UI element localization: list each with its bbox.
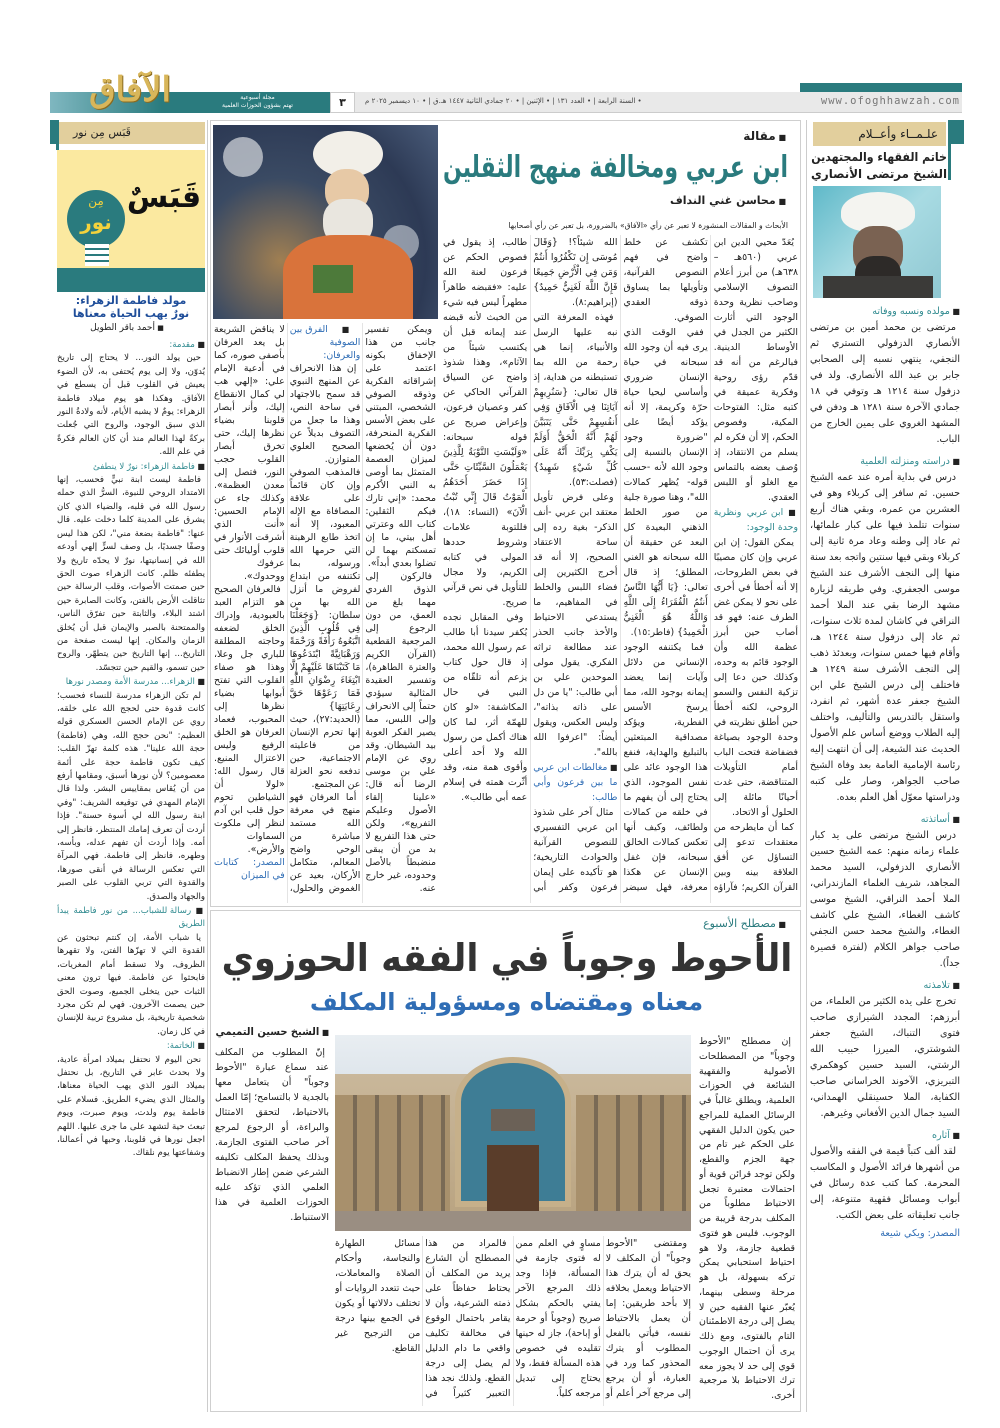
paragraph: إن هذا الانحراف عن المنهج النبوي قد سمح بالاجتهاد في ساحة النص، وهذا ما جعل من التصوف بديلاً عن الصحيح العلوي المتوازن. فالمذهب الصوفي وإن كان قائماً على علاقة المصافاة مع الإله المعبود، إلا أنه اتخذ طابع الرهبنة التي حرمها الله ورسوله، بما تكتنفه من ابتداع لفروض ما أنزل الله بها من سلطان: {وَجَعَلْنَا فِي قُلُوبِ الَّذِينَ اتَّبَعُوهُ رَأْفَةً وَرَحْمَةً وَرَهْبَانِيَّةً ابْتَدَعُوهَا مَا كَتَبْنَاهَا عَلَيْهِمْ إِلَّا ابْتِغَاءَ رِضْوَانِ اللَّهِ فَمَا رَعَوْهَا حَقَّ رِعَايَتِهَا} (الحديد:٢٧)، حيث إنها تحرم الإنسان من فاعليته الاجتماعية، حين تدفعه نحو العزلة عن المجتمع. (289, 363, 361, 790)
tagline-2: تهتم بشؤون الحوزات العلمية (222, 102, 293, 109)
right-column (806, 120, 964, 1412)
title-line-2: نورٌ يهب الحياة معناها (72, 307, 190, 320)
subheading: ■ مغالطات ابن عربي ما بين فرعون وأبي طالب: (533, 760, 617, 805)
article-1-body-main (443, 235, 798, 903)
profile-section-text: مرتضى بن محمد أمين بن مرتضى الأنصاري الدزفولي التستري ثم النجفي، ينتهي نسبه إلى الصحابي جابر بن عبد الله الأنصاري. ولد في دزفول سنة ١٢١٤ هـ وتوفي في ١٨ جمادي الآخرة سنة ١٢٨١ هـ ودفن في المشهد الغروي على يمين الخارج من الباب. (810, 322, 960, 445)
article-1-body-secondary (214, 323, 436, 903)
subheading: ■ رسالة للشباب... من نور فاطمة يبدأ الطريق (57, 904, 205, 932)
paragraph: يُعَدّ محيي الدين ابن عربي (٥٦٠هـ – ٦٣٨هـ) من أبرز أعلام التصوف الإسلامي وصاحب نظرية وحدة الوجود التي أثارت الكثير من الجدل في الأوساط الدينية. فبالرغم من أنه قد قدّم رؤى روحية وفكرية عميقة في كتبه مثل: الفتوحات المكية، وفصوص الحكم، إلا أن فكره لم يسلم من الانتقاد، إذ وُصف بعضه بالتماس مع الغلو أو اللبس العقدي. (713, 237, 798, 503)
profile-section-heading: ■ تلامذته (810, 978, 960, 994)
article-2-col-left (215, 1045, 329, 1405)
seminary-photo (335, 1035, 691, 1231)
profile-body (810, 304, 960, 1404)
paragraph: يا شباب الأمة، إن كنتم تبحثون عن القدوة التي لا تهزّها الفتن، ولا تقهرها الظروف، ولا تسقط أمام المغريات، فابحثوا عن فاطمة. فيها ترون معنى الثبات حين يتخلى الجميع، وصوت الحق حين يصمت الآخرون. فهي لم تكن مجرد شخصية تاريخية، بل مشروع تربية للإنسان في كل زمان. (57, 932, 205, 1037)
tagline-1: مجلة أسبوعية (240, 94, 275, 101)
profile-source: المصدر: ويكي شيعة (880, 1228, 960, 1239)
article-1-author (670, 194, 786, 209)
square-bullet-icon: ■ (775, 133, 786, 142)
bulb-base (85, 244, 109, 266)
article-2-col-right (699, 1035, 795, 1403)
paragraph: وعلى فرض تأويل معتقد ابن عربي -أنف الذكر- بغية رده إلى ساحة الاعتقاد الصحيح، إلا أنه قد أخرج الكثيرين إلى فضاء اللبس والخلط في المفاهيم، ما يستدعي الاحتياط والأخذ جانب الحذر عند مطالعة تراثه الفكري. يقول مولى الموحدين علي بن أبي طالب: "يا من دل على ذاته بذاته"، وليس العكس، ويقول أيضاً: "اعرفوا الله بالله". (533, 492, 618, 758)
profile-section (810, 304, 960, 448)
article-1-kicker (743, 129, 786, 145)
paragraph: إن مصطلح "الأحوط وجوباً" من المصطلحات الأصولية والفقهية الشائعة في الحوزات العلمية، ويطلق غالباً في الرسائل العملية للمراجع حين يكون الدليل الفقهي على الحكم غير تام من جهة الجزم والقطع، ولكن توجد قرائن قوية أو احتمالات معتبرة تجعل الاحتياط مطلوباً من المكلف بدرجة قريبة من الوجوب. فليس هو فتوى قطعية جازمة، ولا هو احتياط استحبابي يمكن تركه بسهولة، بل هو مرحلة وسطى بينهما، يُعبّر عنها الفقيه حين لا يصل إلى درجة الاطمئنان التام بالفتوى، ومع ذلك يرى أن احتمال الوجوب قوي إلى حد لا يجوز معه ترك الاحتياط بلا مرجعية أخرى. (699, 1036, 795, 1401)
profile-section-text: تخرج على يده الكثير من العلماء، من أبرزهم: المجدد الشيرازي صاحب فتوى التنباك، الشيخ جعفر الشوشتري، الميرزا حبيب الله الرشتي، السيد حسين كوهكمري التبريزي، الآخوند الخراساني صاحب الكفاية، الملا حسينقلي الهمداني، السيد جمال الدين الأفغاني وغيرهم. (810, 996, 960, 1119)
square-bullet-icon: ■ (775, 197, 786, 206)
paragraph: فالمراد من هذا المصطلح أن الشارع يريد من المكلف أن يحتاط حفاظاً على ذمته الشرعية، وأن لا يقامر باحتمال الوقوع في مخالفة تكليف واقعي ما دام الدليل لم يصل إلى درجة القطع. ولذلك نجد هذا التعبير كثيراً في مسائل الطهارة والنجاسة، وأحكام الصلاة والمعاملات، حيث تتعدد الروايات أو تختلف دلالاتها أو يكون في الجمع بينها درجة من الترجيح غير القاطع. (335, 1238, 511, 1399)
left-article-title (57, 294, 205, 320)
courtyard-ground (335, 1211, 691, 1231)
disclaimer: الأبحاث و المقالات المنشورة لا تعبر عن رأي «الآفاق» بالضرورة، بل تعبر عن رأي أصحابها (508, 221, 788, 230)
page-number: ٣ (330, 92, 355, 113)
left-article-body (57, 338, 205, 1408)
profile-section (810, 812, 960, 972)
profile-section-text: درس في بداية أمره عند عمه الشيخ حسين. ثم سافر إلى كربلاء وهو في العشرين من عمره، وبقي هناك أربع سنوات تتلمذ فيها على كبار علمائها، ثم عاد إلى وطنه وعاد مرة ثانية إلى كربلاء وبقي فيها سنتين واتجه بعد سنة منها إلى النجف الأشرف عند الشيخ موسى الجعفري. وفي طريقه لزيارة مشهد الرضا بقي عند الملا أحمد النراقي في كاشان لمدة ثلاث سنوات، ثم عاد إلى دزفول سنة ١٢٤٤ هـ، وأقام فيها خمس سنوات، وبعدئذ ذهب إلى النجف الأشرف سنة ١٢٤٩ هـ فاختلف إلى درس الشيخ علي ابن الشيخ جعفر عدة أشهر، ثم انفرد، واستقل بالتدريس والتأليف، واختلف إليه الطلاب ووضع أساس علم الأصول الحديث عند الشيعة، إلى أن انتهت إليه رئاسة الإمامية العامة بعد وفاة الشيخ صاحب الجواهر، وصار على كتبه ودراستها معوّل أهل العلم بعده. (810, 472, 960, 803)
portrait-photo (813, 186, 941, 298)
issue-meta: • السنة الرابعة | • العدد ١٣١ | • الإثنين | • ٢٠ جمادي الثانية ١٤٤٧ هـ.ق | • ١٠ ديسمبر ٢٠٢٥ م (365, 97, 642, 105)
paragraph: فهذه المعرفة التي نبه عليها الرسل والأنبياء، إنما هي رحمة من الله بما تستبطنه من هداية، إذ قال تعالى: {سَنُرِيهِمْ آيَاتِنَا فِي الْآفَاقِ وَفِي أَنفُسِهِمْ حَتَّى يَتَبَيَّنَ لَهُمْ أَنَّهُ الْحَقُّ أَوَلَمْ يَكْفِ بِرَبِّكَ أَنَّهُ عَلَى كُلِّ شَيْءٍ شَهِيدٌ} (فصلت:٥٣). (533, 312, 618, 488)
portraits-banner (491, 1109, 535, 1131)
paragraph: لم تكن الزهراء مدرسة للنساء فحسب؛ كانت قدوة حتى لحجج الله على خلقه، روي عن الإمام الحسن العسكري قوله العظيم: "نحن حجج الله، وهي (فاطمة) حجة الله علينا". هذه كلمة تهزّ القلب: كيف تكون فاطمة حجة على أئمة معصومين؟ لأن نورها أسبق، ومقامها أرفع من أن يُقاس بمقاييس البشر. ولذا قال الإمام المهدي في توقيعه الشريف: "وفي ابنة رسول الله لي أسوة حسنة". فإذا أردت أن تعرف إمامك المنتظر، فانظر إلى أمه. وإذا أردت أن تفهم عدله، وبأسه، وطهره، فانظر إلى فاطمة. فهي المرآة التي تعكس الرسالة في أنقى صورها، والقدوة التي تربي القلوب على الصبر والجهاد والصدق. (57, 690, 205, 902)
paragraph: أما العرفان فهو منهج في معرفة الله مستمد مباشرة من الوحي واضح المعالم، متكامل الأركان، بعيد عن الغموض والحلول، لا يناقض الشريعة بل يعد العرفان بأصفى صوره، كما في أدعية الإمام علي: «إلهي هب لي كمال الانقطاع إليك، وأنر أبصار قلوبنا بضياء نظرها إليك، حتى تخرق أبصار القلوب حجب النور، فتصل إلى معدن العظمة». وكذلك جاء عن الإمام الحسين: «أنت الذي أشرقت الأنوار في قلوب أوليائك حتى عرفوك ووحدوك». (214, 324, 361, 894)
article-2-under-photo (335, 1236, 691, 1406)
author-name: محاسن غني النداف (669, 194, 776, 207)
paragraph: إنّ المطلوب من المكلف عند سماع عبارة "الأحوط وجوباً" أن يتعامل معها بالجدية لا بالتسامح؛ إمّا العمل بالاحتياط، لتحقق الامتثال والبراءة، أو الرجوع لمرجع آخر صاحب الفتوى الجازمة. وبذلك يحفظ المكلف تكليفه الشرعي ضمن إطار الانضباط العلمي الذي تؤكد عليه الحوزات العلمية في هذا الاستنباط. (215, 1047, 329, 1223)
subheading: ■ الزهراء... مدرسة الأمة ومصدر نورها (57, 675, 205, 689)
title-line-1: مولد فاطمة الزهراء: (75, 294, 187, 307)
square-bullet-icon: ■ (154, 324, 164, 332)
kicker-text: مقالة (743, 129, 776, 143)
left-article-author (57, 322, 197, 334)
section-tab-line (948, 120, 951, 180)
paragraph: فاطمة ليست ابنة نبيٍّ فحسب، إنها الامتداد الروحي للنبوة، السرُّ الذي حمله رسول الله في قلبه، والضياء الذي كان يشرق على المدينة كلما دخلت عليه. قال عنها: "فاطمة بضعة مني"، لكن هذا ليس وصفًا جسديًا، بل وصف لسرٍّ إلهي أودعه الله في إنسانيتها، نورٌ لا يحدّه تاريخ ولا يطفئه ظلم. كانت الزهراء صوت الحق حين صمتت الأصوات، وقلب الرسالة حين تثاقلت الأرض بالفتن، وكانت الصابرة حين اشتد البلاء، والثابتة حين تفرّق الناس، والممتحنة بالصبر والإيمان قبل أن يُخلق الزمان والمكان. إنها ليست صفحة من التاريخ... إنها التاريخ حين يتطهّر، والروح حين تسمو، والقيم حين تتجسّد. (57, 475, 205, 673)
subheading: ■ فاطمة الزهراء: نورٌ لا ينطفئ (57, 460, 205, 474)
paragraph: يمكن القول: إن ابن عربي وإن كان مصيبًا في بعض الطروحات، إلا أنه أخطأ في أخرى على نحو لا يمكن غض الطرف عنه: فهو قد أصاب حين أبرز عظمة الله وأن الوجود قائم به وحده، وكذلك حين دعا إلى تزكية النفس والسمو الروحي، لكنه أخطأ حين أطلق نظريته في وحدة الوجود بصياغة فضفاضة فتحت الباب أمام التأويلات المتناقضة، حتى غدت أحيانًا مائلة إلى الحلول أو الاتحاد. (713, 537, 798, 818)
article-1 (210, 120, 801, 907)
logo-min: مِن (88, 194, 104, 208)
robe-shape (823, 276, 933, 298)
article-2 (210, 910, 801, 1412)
article-1-title: ابن عربي ومخالفة منهج الثقلين (442, 150, 788, 185)
profile-section-heading: ■ دراسته ومنزلته العلمية (810, 454, 960, 470)
profile-title-line-1: خاتم الفقهاء والمجتهدين (811, 150, 947, 164)
subheading: ■ الخاتمة: (57, 1039, 205, 1053)
article-1-source: المصدر: كتابات في الميزان (214, 857, 285, 881)
paragraph: فما يكتنفه الوجود الإنساني من دلائل وآيات إنما يعضد إيمانه بوجود الله، مما يرسخ الأسس الفطرية، ويؤكد مصداقية المبتعثين بالتبليغ والهداية، فنفع هذا الوجود عائد على نفس الموجود، الذي يحتاج إلى أن يفهم ما في خلقه من كمالات ولطائف، وكيف أنها تعكس كمالات الخالق سبحانه، فإن غفل الإنسان عن هكذا معرفة، فهل سيضر الله شيئاً؟! {وَقَالَ مُوسَى إِن تَكْفُرُوا أَنتُمْ وَمَن فِي الْأَرْضِ جَمِيعًا فَإِنَّ اللَّهَ لَغَنِيٌّ حَمِيدٌ} (إبراهيم:٨). (533, 237, 708, 893)
wall-right (576, 1095, 691, 1215)
section-tab-marker (949, 120, 964, 144)
iwan-door (487, 1145, 539, 1211)
paragraph: فالعرفان الصحيح هو التزام العبد بالعبودية، وإدراك الخلق لضعفه وحاجته المطلقة للباري جل وعلا، وهذا هو صفاء القلوب التي تفتح أبوابها بضياء نظرها إلى المحبوب، فعماد العرفان هو الخلق الرفيع وليس الاعتزال المنيع. قال رسول الله: «لولا أن الشياطين تحوم حول قلب ابن آدم لنظر إلى ملكوت السماوات والأرض». (214, 584, 285, 855)
article-1-painting (213, 125, 438, 319)
article-2-kicker (703, 917, 786, 932)
paragraph: وفي المقابل نجده يُكفر سيدنا أبا طالب عم رسول الله محمد، إذ قال حول كتاب يزعم أنه تلقّاه من النبي في حال المكاشفة: «لو كان للهمّة أثر، لما كان هناك أكمل من رسول الله ولا أحد أعلى وأقوى همة منه، وقد أثّرت همته في إسلام عمه أبي طالب». (443, 612, 528, 803)
left-column (40, 120, 208, 1412)
paragraph: نحن اليوم لا نحتفل بميلاد امرأة عادية، ولا بحدث عابر في التاريخ، بل نحتفل بميلاد النور الذي يهب الحياة معناها، والمثال الذي يضيء الطريق. فسلام على فاطمة يوم ولدت، ويوم صبرت، ويوم تبعث حية لتشهد على ما جرى عليها. اللهم اجعل نورها في قلوبنا، وحبها في أعمالنا، وشفاعتها يوم نلقاك. (57, 1054, 205, 1159)
article-2-subtitle: معناه ومقتضاه ومسؤولية المكلف (309, 988, 704, 1016)
bottom-band (57, 268, 205, 292)
wall-left (335, 1095, 450, 1215)
logo-nur: نور (80, 210, 112, 234)
logo-tagline (190, 94, 325, 110)
paragraph: مثال آخر على شذوذ ابن عربي التفسيري للنصوص القرآنية والحوادث التاريخية؛ هو تأكيده على إيمان فرعون وكفر أبي طالب، إذ يقول في فصوص الحكم عن فرعون لعنة الله عليه: «فقبضه طاهراً مطهراً ليس فيه شيء من الخبث لأنه قبضه عند إيمانه قبل أن يكتسب شيئاً من الآثام»، وهذا شذوذ واضح عن السياق القرآني الحاكي عن كفر وعصيان فرعون، وإعراض صريح عن قوله سبحانه: «وَلَيْسَتِ التَّوْبَةُ لِلَّذِينَ يَعْمَلُونَ السَّيِّئَاتِ حَتَّى إِذَا حَضَرَ أَحَدَهُمُ الْمَوْتُ قَالَ إِنِّي تُبْتُ الْآنَ» (النساء: ١٨)، فللتوبة علامات وشروط حددها المولى في كتابه الكريم، ولا مجال للتأويل في نص قرآني صريح. (443, 237, 618, 893)
paragraph: ففي الوقت الذي يرى فيه أن وجود الله سبحانه في حياة الإنسان ضروري وأساسي ليحيا حياة حرّة وكريمة، إلا أنه يؤكد أيضًا على "ضرورة وجود الإنسان بالنسبة إلى وجود الله لأنه -حسب قوله- يُظهر كمالات الله"، وهنا صورة جلية من صور الخلط الذهني البعيدة كل البعد عن حقيقة أن الله سبحانه هو الغني المطلق؛ إذ قال تعالى: {يَا أَيُّهَا النَّاسُ أَنتُمُ الْفُقَرَاءُ إِلَى اللَّهِ وَاللَّهُ هُوَ الْغَنِيُّ الْحَمِيدُ} (فاطر:١٥). (623, 327, 708, 638)
profile-section-heading: ■ أساتذته (810, 812, 960, 828)
qabas-logo-image (57, 150, 205, 292)
profile-section (810, 1128, 960, 1224)
paragraph: حين يولد النور... لا يحتاج إلى تاريخ يُدوّن، ولا إلى يوم يُحتفى به، لأن الضوء يعيش في القلوب قبل أن يسطع في الآفاق. وهكذا هو يوم ميلاد فاطمة الزهراء: يومٌ لا يشبه الأيام، لأنه ولادةُ النور الذي سبق الوجود، والروح التي جُعلت بركةً لهذا العالم منذ أن كان العالم فكرةً في علم الله. (57, 353, 205, 458)
logo: الآفاق (89, 70, 171, 110)
author-name: الشيخ حسين التميمي (215, 1026, 320, 1038)
section-label: قَبَس مِن نور (59, 122, 205, 144)
square-bullet-icon: ■ (319, 1028, 329, 1037)
subheading: ■ الفرق بين الصوفية والعرفان: (290, 323, 361, 362)
section-label: علـمــاء وأعــلام (813, 122, 946, 146)
paragraph: ويمكن تفسير جانب من هذا الإخفاق بكونه اعتمد على إشراقاته الفكرية وذوقه الصوفي الشخصي، المبتني على بعض الأسس الفكرية المنحرفة، دون أن يُخضعها لميزان العصمة المتمثل بما أوصى به النبي الأكرم محمد: «إني تارك فيكم الثقلين: كتاب الله وعترتي أهل بيتي، ما إن تمسكتم بهما لن تضلوا بعدي أبداً». (365, 324, 436, 569)
profile-section-text: درس الشيخ مرتضى على يد كبار علماء زمانه منهم: عمه الشيخ حسين الأنصاري الدزفولي، السيد محمد المجاهد، شريف العلماء المازندراني، الملا أحمد النراقي، الشيخ موسى كاشف الغطاء، الشيخ علي كاشف الغطاء، والشيخ محمد حسن النجفي صاحب جواهر الكلام (لفترة قصيرة جداً). (810, 830, 960, 969)
kicker-text: مصطلح الأسبوع (703, 917, 776, 930)
profile-section-heading: ■ آثاره (810, 1128, 960, 1144)
square-bullet-icon: ■ (775, 920, 786, 929)
profile-section (810, 978, 960, 1122)
profile-section-text: لقد ألف كتباً قيمة في الفقه والأصول من أشهرها فرائد الأصول و المكاسب المحرمة. كما كتب عدة رسائل في أبواب ومسائل فقهية متنوعة، إلى جانب تعليقاته على بعض الكتب. (810, 1146, 960, 1221)
paragraph: ومقتضى "الأحوط وجوباً" أن المكلف لا يحق له أن يترك هذا الاحتياط ويعمل بخلافه إلا بأحد طريقين: إما أن يعمل بالاحتياط نفسه، فيأتي بالفعل المطلوب أو يترك المحذور كما ورد في العبارة، أو أن يرجع إلى مرجع آخر أعلم أو مساوٍ في العلم ممن له فتوى جازمة في المسألة، فإذا وجد ذلك المرجع الآخر يفتي بالحكم بشكل صريح (وجوباً أو حرمة أو إباحة)، جاز له حينها تقليده في خصوص هذه المسألة فقط، ولا يحتاج إلى تبديل مرجعه كلياً. (515, 1238, 691, 1399)
website-url[interactable]: www.ofoghhawzah.com (820, 95, 960, 107)
subheading: ■ مقدمة: (57, 338, 205, 352)
subheading: ■ ابن عربي ونظرية وحدة الوجود: (714, 505, 798, 535)
profile-title (811, 149, 947, 183)
painting-flower (223, 137, 263, 177)
article-2-title: الأحوط وجوباً في الفقه الحوزوي (221, 936, 792, 980)
profile-section (810, 454, 960, 806)
author-name: أحمد باقر الطويل (90, 323, 155, 333)
article-2-author (215, 1025, 329, 1040)
logo-qabas: قَبَسٌ (126, 180, 202, 215)
paragraph: كما أن مايطرحه من معتقدات تدعو إلى التساؤل عن أفق العلاقة بينه وبين القرآن الكريم؛ فآراؤه تكشف عن خلط واضح في فهم النصوص القرآنية، وتأويلها بما يساوق ذوقه العقدي الصوفي. (623, 237, 798, 893)
paragraph: فالركون إلى الذوق الفردي مهما بلغ من العمق، من دون الرجوع إلى المرجعية القطعية (القرآن الكريم والعترة الطاهرة)، وتفسير العقيدة المثالية سيؤدي حتماً إلى الانحراف وإلى اللبس، مما يصير الفكر العوبة بيد الشيطان. وقد روي عن الإمام علي بن موسى الرضا أنه قال: «علينا إلقاء الأصول وعليكم التفريع»، ولكن حتى هذا التفريع لا بد من أن يبقى منضبطاً بالأصل وحدوده، غير خارج عنه. (365, 571, 436, 894)
profile-section-heading: ■ مولده ونسبه ووفاته (810, 304, 960, 320)
painting-book (313, 265, 353, 293)
profile-title-line-2: الشيخ مرتضى الأنصاري (811, 167, 947, 181)
